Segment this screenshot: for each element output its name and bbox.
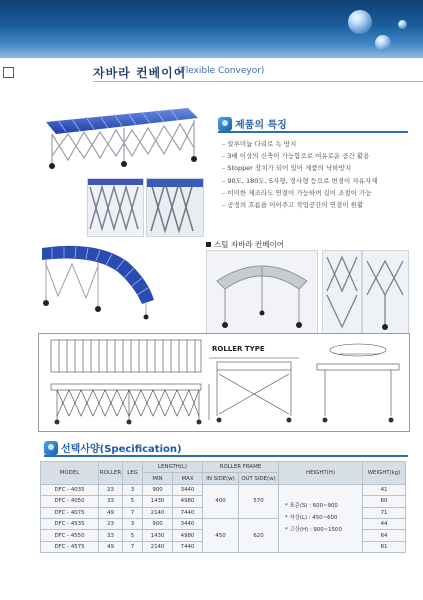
spec-table bbox=[40, 461, 406, 553]
features-list bbox=[222, 138, 377, 211]
features-rule bbox=[218, 131, 408, 133]
page-subtitle: (Flexible Conveyor) bbox=[177, 66, 265, 76]
cell-max: 4980 bbox=[173, 496, 203, 507]
cell-leg: 3 bbox=[123, 518, 143, 529]
title-divider bbox=[93, 81, 423, 82]
col-weight: WEIGHT(kg) bbox=[363, 462, 406, 485]
cell-height-notes bbox=[279, 484, 363, 552]
cell-roller: 23 bbox=[99, 518, 123, 529]
cell-model: DFC - 4075 bbox=[41, 507, 99, 518]
col-roller-frame: ROLLER FRAME bbox=[203, 462, 279, 473]
cell-in-side: 400 bbox=[203, 484, 239, 518]
spec-header-row bbox=[41, 462, 406, 473]
col-out-side: OUT SIDE(w) bbox=[239, 473, 279, 484]
bubble-decoration bbox=[375, 35, 391, 51]
col-min: MIN bbox=[143, 473, 173, 484]
height-note: * 표준(S) : 600~900 bbox=[285, 503, 338, 510]
steel-conveyor-photo-3 bbox=[362, 250, 409, 334]
conveyor-photo-main bbox=[38, 104, 201, 174]
cell-weight: 81 bbox=[363, 541, 406, 552]
cell-in-side: 450 bbox=[203, 518, 239, 552]
feature-item: – 3배 이상의 신축이 가능함으로 여유로운 공간 활용 bbox=[222, 150, 377, 162]
cell-out-side: 570 bbox=[239, 484, 279, 518]
cell-min: 1430 bbox=[143, 530, 173, 541]
col-roller: ROLLER bbox=[99, 462, 123, 485]
cell-weight: 41 bbox=[363, 484, 406, 495]
steel-conveyor-label: 스틸 자바라 컨베이어 bbox=[206, 239, 284, 250]
cell-leg: 7 bbox=[123, 541, 143, 552]
cell-leg: 5 bbox=[123, 530, 143, 541]
cell-model: DFC - 4550 bbox=[41, 530, 99, 541]
cell-min: 900 bbox=[143, 518, 173, 529]
feature-item: – Stopper 장치가 되어 있어 제품의 낙하방지 bbox=[222, 162, 377, 174]
cell-max: 7440 bbox=[173, 507, 203, 518]
cell-model: DFC - 4050 bbox=[41, 496, 99, 507]
cell-model: DFC - 4535 bbox=[41, 518, 99, 529]
bubble-decoration bbox=[398, 20, 407, 29]
feature-icon bbox=[218, 117, 232, 131]
cell-leg: 7 bbox=[123, 507, 143, 518]
col-in-side: IN SIDE(w) bbox=[203, 473, 239, 484]
feature-item: – 알루미늄 다리로 녹 방지 bbox=[222, 138, 377, 150]
cell-roller: 49 bbox=[99, 541, 123, 552]
cell-leg: 5 bbox=[123, 496, 143, 507]
col-length: LENGTH(L) bbox=[143, 462, 203, 473]
table-row bbox=[41, 484, 406, 495]
cell-max: 3440 bbox=[173, 518, 203, 529]
cell-model: DFC - 4035 bbox=[41, 484, 99, 495]
cell-leg: 3 bbox=[123, 484, 143, 495]
spec-icon bbox=[44, 441, 58, 455]
square-bullet-icon bbox=[206, 242, 211, 247]
features-heading: 제품의 특징 bbox=[218, 116, 287, 131]
cell-max: 4980 bbox=[173, 530, 203, 541]
page-title: 자바라 컨베이어 bbox=[93, 66, 187, 80]
cell-weight: 71 bbox=[363, 507, 406, 518]
conveyor-detail-photo-2 bbox=[146, 178, 204, 237]
cell-weight: 60 bbox=[363, 496, 406, 507]
cell-out-side: 620 bbox=[239, 518, 279, 552]
steel-conveyor-photo-2 bbox=[322, 250, 362, 334]
height-note: * 고상(H) : 900~1500 bbox=[285, 527, 342, 534]
cell-min: 2140 bbox=[143, 507, 173, 518]
height-note: * 저상(L) : 450~600 bbox=[285, 515, 338, 522]
cell-roller: 33 bbox=[99, 496, 123, 507]
col-model: MODEL bbox=[41, 462, 99, 485]
cell-min: 2140 bbox=[143, 541, 173, 552]
cell-roller: 23 bbox=[99, 484, 123, 495]
cell-max: 3440 bbox=[173, 484, 203, 495]
cell-weight: 44 bbox=[363, 518, 406, 529]
curved-conveyor-photo bbox=[38, 240, 168, 320]
cell-weight: 64 bbox=[363, 530, 406, 541]
cell-max: 7440 bbox=[173, 541, 203, 552]
spec-heading: 선택사양(Specification) bbox=[44, 440, 182, 455]
feature-item: – 이미한 제조라도 연결이 가능하며 길이 조절이 가능 bbox=[222, 187, 377, 199]
steel-conveyor-photo-1 bbox=[206, 250, 318, 334]
conveyor-detail-photo-1 bbox=[87, 178, 144, 237]
cell-roller: 33 bbox=[99, 530, 123, 541]
cell-roller: 49 bbox=[99, 507, 123, 518]
roller-type-label: ROLLER TYPE bbox=[212, 345, 265, 353]
bubble-decoration bbox=[348, 10, 372, 34]
col-leg: LEG bbox=[123, 462, 143, 485]
cell-model: DFC - 4575 bbox=[41, 541, 99, 552]
col-max: MAX bbox=[173, 473, 203, 484]
feature-item: – 공정의 흐름을 이어주고 작업공간의 연결이 원활 bbox=[222, 199, 377, 211]
cell-min: 1430 bbox=[143, 496, 173, 507]
spec-rule bbox=[44, 455, 408, 457]
corner-mark bbox=[3, 67, 14, 78]
feature-item: – 90도, 180도, S자형, 경사형 등으로 변경이 자유자재 bbox=[222, 175, 377, 187]
cell-min: 900 bbox=[143, 484, 173, 495]
col-height: HEIGHT(H) bbox=[279, 462, 363, 485]
